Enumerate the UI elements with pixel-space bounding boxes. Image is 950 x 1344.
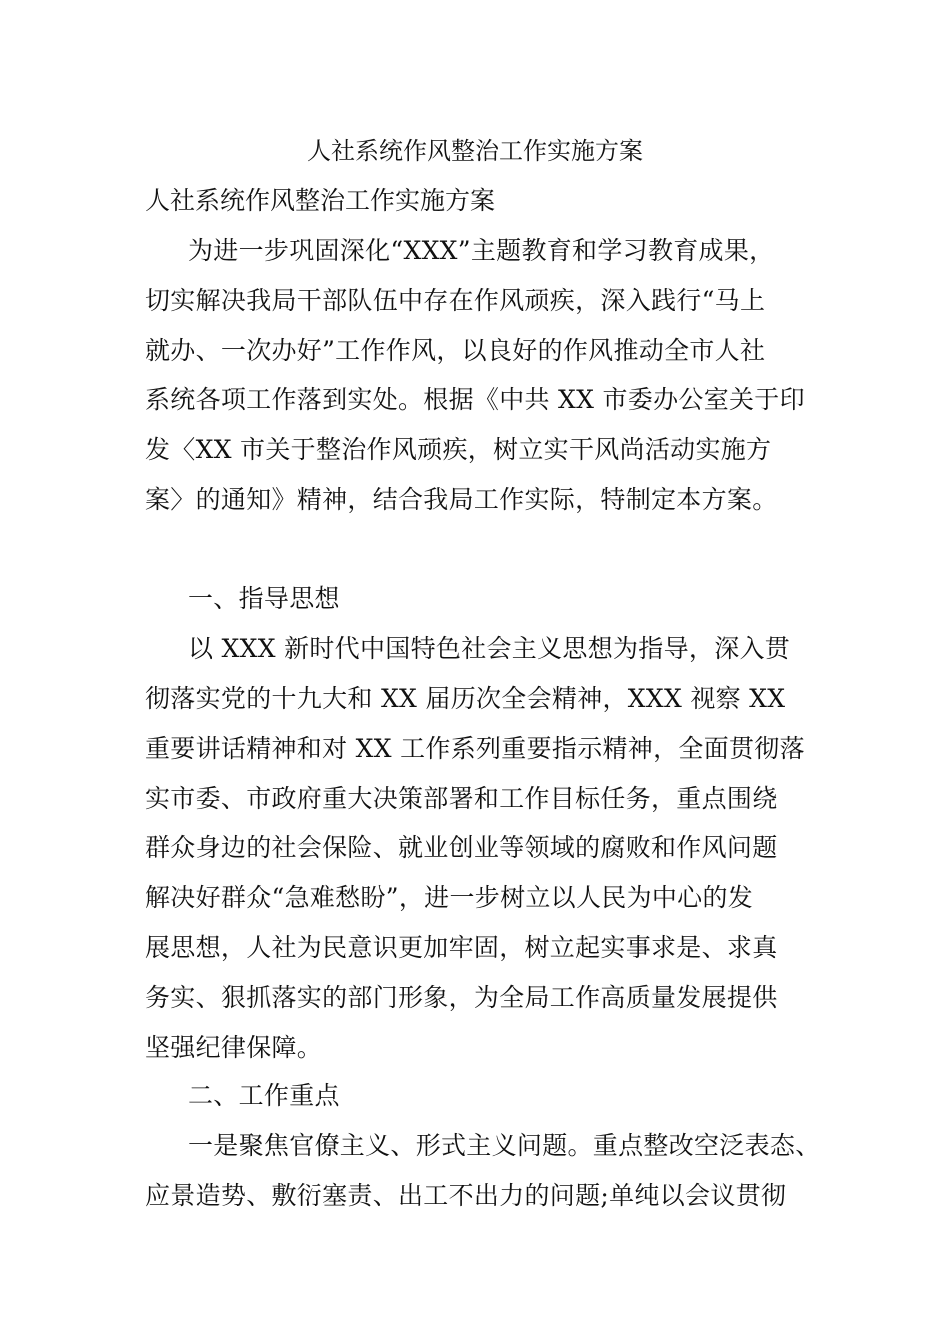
document-title: 人社系统作风整治工作实施方案 <box>307 137 643 165</box>
section-line: 实市委、市政府重大决策部署和工作目标任务，重点围绕 <box>145 784 778 813</box>
intro-line: 案〉的通知》精神，结合我局工作实际，特制定本方案。 <box>145 485 778 514</box>
section-line: 群众身边的社会保险、就业创业等领域的腐败和作风问题 <box>145 833 778 862</box>
section-line: 彻落实党的十九大和 XX 届历次全会精神，XXX 视察 XX <box>145 684 786 713</box>
section-line: 以 XXX 新时代中国特色社会主义思想为指导，深入贯 <box>188 634 791 663</box>
section-line: 坚强纪律保障。 <box>145 1033 323 1062</box>
section-heading: 二、工作重点 <box>188 1081 340 1110</box>
section-line: 一是聚焦官僚主义、形式主义问题。重点整改空泛表态、 <box>188 1131 821 1160</box>
section-line: 重要讲话精神和对 XX 工作系列重要指示精神，全面贯彻落 <box>145 734 805 763</box>
intro-line: 切实解决我局干部队伍中存在作风顽疾，深入践行“马上 <box>145 286 766 315</box>
intro-line: 为进一步巩固深化“XXX”主题教育和学习教育成果， <box>188 236 775 265</box>
section-line: 解决好群众“急难愁盼”，进一步树立以人民为中心的发 <box>145 883 754 912</box>
section-line: 务实、狠抓落实的部门形象，为全局工作高质量发展提供 <box>145 983 778 1012</box>
section-line: 展思想，人社为民意识更加牢固，树立起实事求是、求真 <box>145 933 778 962</box>
intro-line: 发〈XX 市关于整治作风顽疾，树立实干风尚活动实施方 <box>145 435 772 464</box>
intro-line: 就办、一次办好”工作作风，以良好的作风推动全市人社 <box>145 336 766 365</box>
section-line: 应景造势、敷衍塞责、出工不出力的问题;单纯以会议贯彻 <box>145 1181 787 1210</box>
document-subtitle: 人社系统作风整治工作实施方案 <box>145 186 496 215</box>
intro-line: 系统各项工作落到实处。根据《中共 XX 市委办公室关于印 <box>145 385 805 414</box>
section-heading: 一、指导思想 <box>188 584 340 613</box>
